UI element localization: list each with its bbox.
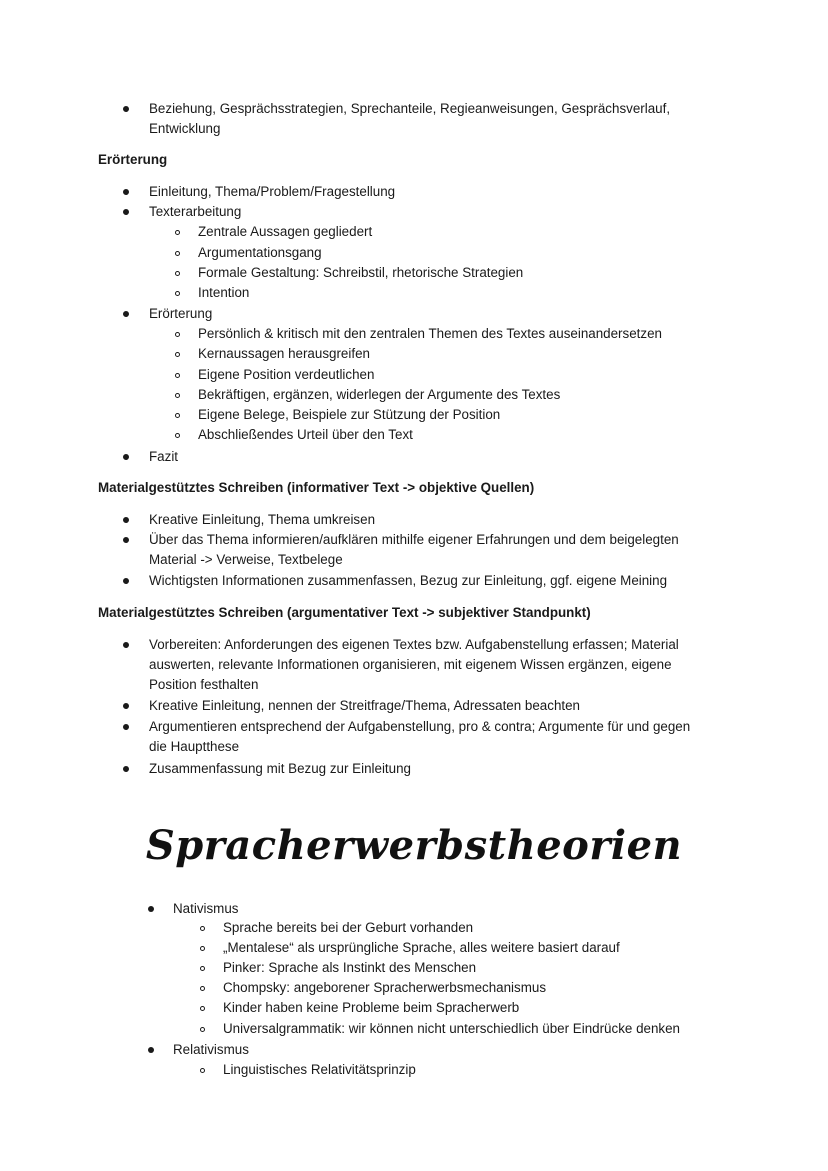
sub-list-item: Kinder haben keine Probleme beim Spracherwerb [223,1000,520,1015]
list-item: Kreative Einleitung, nennen der Streitfrage/Thema, Adressaten beachten [149,698,581,713]
sub-list-item: Pinker: Sprache als Instinkt des Menschen [223,960,477,975]
bullet-marker [148,906,154,912]
section-heading-material-informativ: Materialgestütztes Schreiben (informativer Text -> objektive Quellen) [98,480,535,495]
sub-list-item: Abschließendes Urteil über den Text [198,427,413,442]
sub-bullet-marker [200,986,205,991]
bullet-marker [123,537,129,543]
sub-list-item: „Mentalese“ als ursprüngliche Sprache, alles weitere basiert darauf [223,940,620,955]
list-item: Einleitung, Thema/Problem/Fragestellung [149,184,396,199]
sub-list-item: Eigene Position verdeutlichen [198,367,375,382]
sub-bullet-marker [175,271,180,276]
bullet-marker [123,703,129,709]
list-item-continuation: die Hauptthese [149,739,240,754]
bullet-marker [148,1047,154,1053]
list-item: Kreative Einleitung, Thema umkreisen [149,512,376,527]
list-item: Erörterung [149,306,213,321]
sub-list-item: Bekräftigen, ergänzen, widerlegen der Argumente des Textes [198,387,561,402]
sub-bullet-marker [175,230,180,235]
sub-list-item: Eigene Belege, Beispiele zur Stützung der Position [198,407,501,422]
sub-bullet-marker [200,946,205,951]
sub-bullet-marker [175,413,180,418]
sub-list-item: Kernaussagen herausgreifen [198,346,370,361]
list-item: Vorbereiten: Anforderungen des eigenen Textes bzw. Aufgabenstellung erfassen; Material [149,637,679,652]
sub-bullet-marker [175,291,180,296]
sub-bullet-marker [175,393,180,398]
sub-list-item: Chompsky: angeborener Spracherwerbsmechanismus [223,980,547,995]
bullet-marker [123,578,129,584]
bullet-marker [123,311,129,317]
sub-list-item: Formale Gestaltung: Schreibstil, rhetorische Strategien [198,265,524,280]
sub-bullet-marker [175,373,180,378]
bullet-marker [123,766,129,772]
list-item: Argumentieren entsprechend der Aufgabenstellung, pro & contra; Argumente für und gegen [149,719,691,734]
list-item: Relativismus [173,1042,249,1057]
sub-list-item: Zentrale Aussagen gegliedert [198,224,373,239]
list-item: Nativismus [173,901,239,916]
sub-bullet-marker [175,251,180,256]
bullet-marker [123,209,129,215]
sub-list-item: Linguistisches Relativitätsprinzip [223,1062,416,1077]
list-item-continuation: Position festhalten [149,677,259,692]
list-item-continuation: Entwicklung [149,121,221,136]
list-item: Zusammenfassung mit Bezug zur Einleitung [149,761,411,776]
sub-bullet-marker [200,966,205,971]
list-item: Beziehung, Gesprächsstrategien, Sprechanteile, Regieanweisungen, Gesprächsverlauf, [149,101,671,116]
section-heading-material-argumentativ: Materialgestütztes Schreiben (argumentativer Text -> subjektiver Standpunkt) [98,605,591,620]
sub-bullet-marker [200,926,205,931]
list-item: Fazit [149,449,179,464]
sub-list-item: Sprache bereits bei der Geburt vorhanden [223,920,474,935]
list-item: Über das Thema informieren/aufklären mithilfe eigener Erfahrungen und dem beigelegten [149,532,679,547]
sub-bullet-marker [175,332,180,337]
bullet-marker [123,454,129,460]
list-item: Texterarbeitung [149,204,242,219]
sub-bullet-marker [200,1006,205,1011]
sub-bullet-marker [175,352,180,357]
list-item-continuation: auswerten, relevante Informationen organisieren, mit eigenem Wissen ergänzen, eigene [149,657,672,672]
bullet-marker [123,189,129,195]
section-heading-eroerterung: Erörterung [98,152,168,167]
list-item-continuation: Material -> Verweise, Textbelege [149,552,343,567]
sub-bullet-marker [200,1027,205,1032]
bullet-marker [123,642,129,648]
bullet-marker [123,517,129,523]
sub-list-item: Persönlich & kritisch mit den zentralen Themen des Textes auseinandersetzen [198,326,662,341]
sub-list-item: Universalgrammatik: wir können nicht unterschiedlich über Eindrücke denken [223,1021,680,1036]
bullet-marker [123,106,129,112]
bullet-marker [123,724,129,730]
sub-bullet-marker [175,433,180,438]
sub-bullet-marker [200,1068,205,1073]
page-title-spracherwerbstheorien: Spracherwerbstheorien [145,822,683,869]
sub-list-item: Argumentationsgang [198,245,322,260]
list-item: Wichtigsten Informationen zusammenfassen, Bezug zur Einleitung, ggf. eigene Meining [149,573,668,588]
sub-list-item: Intention [198,285,250,300]
